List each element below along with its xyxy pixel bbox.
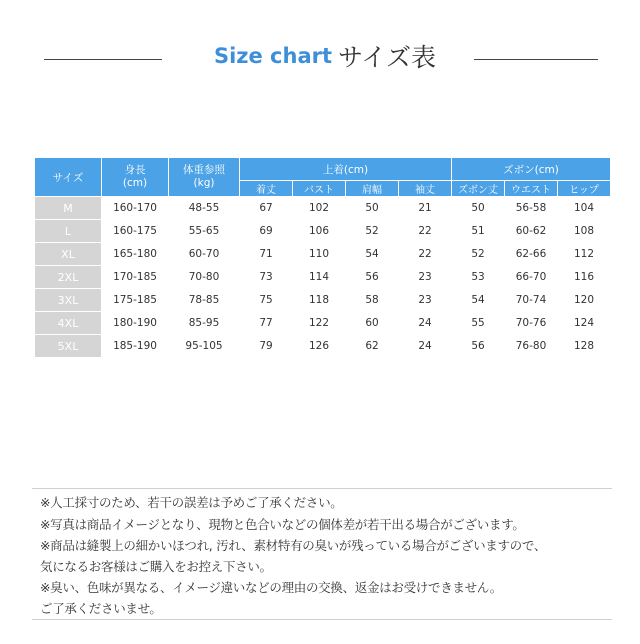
note-line: ※写真は商品イメージとなり、現物と色合いなどの個体差が若干出る場合がございます。	[40, 517, 525, 532]
cell-bust: 106	[293, 220, 345, 242]
cell-weight: 95-105	[169, 335, 239, 357]
cell-pants-length: 54	[452, 289, 504, 311]
header-height	[102, 158, 168, 196]
cell-hip: 104	[558, 197, 610, 219]
cell-top-length: 73	[240, 266, 292, 288]
cell-bust: 114	[293, 266, 345, 288]
cell-hip: 108	[558, 220, 610, 242]
cell-sleeve: 24	[399, 335, 451, 357]
cell-height: 185-190	[102, 335, 168, 357]
page-title	[190, 38, 460, 74]
cell-shoulder: 62	[346, 335, 398, 357]
header-hip: ヒップ	[558, 181, 610, 196]
cell-bust: 126	[293, 335, 345, 357]
size-table	[34, 157, 611, 358]
header-size: サイズ	[35, 158, 101, 196]
cell-bust: 110	[293, 243, 345, 265]
cell-height: 170-185	[102, 266, 168, 288]
cell-pants-length: 55	[452, 312, 504, 334]
table-row	[35, 312, 610, 334]
cell-height: 165-180	[102, 243, 168, 265]
cell-bust: 118	[293, 289, 345, 311]
cell-size: 3XL	[35, 289, 101, 311]
cell-top-length: 77	[240, 312, 292, 334]
title-row	[0, 38, 640, 78]
header-row-group	[35, 158, 610, 180]
title-divider-left	[44, 59, 162, 60]
note-line: ご了承くださいませ。	[40, 601, 162, 616]
cell-shoulder: 52	[346, 220, 398, 242]
cell-size: 5XL	[35, 335, 101, 357]
header-top-length: 着丈	[240, 181, 292, 196]
cell-sleeve: 24	[399, 312, 451, 334]
cell-height: 175-185	[102, 289, 168, 311]
header-waist: ウエスト	[505, 181, 557, 196]
cell-height: 160-175	[102, 220, 168, 242]
cell-top-length: 79	[240, 335, 292, 357]
note-line: 気になるお客様はご購入をお控え下さい。	[40, 559, 272, 574]
cell-waist: 70-76	[505, 312, 557, 334]
cell-waist: 70-74	[505, 289, 557, 311]
cell-sleeve: 23	[399, 289, 451, 311]
cell-bust: 102	[293, 197, 345, 219]
cell-weight: 70-80	[169, 266, 239, 288]
cell-height: 180-190	[102, 312, 168, 334]
table-row	[35, 220, 610, 242]
cell-top-length: 75	[240, 289, 292, 311]
header-bust: バスト	[293, 181, 345, 196]
cell-weight: 48-55	[169, 197, 239, 219]
title-english: Size chart	[213, 44, 333, 68]
cell-pants-length: 53	[452, 266, 504, 288]
cell-pants-length: 52	[452, 243, 504, 265]
cell-top-length: 69	[240, 220, 292, 242]
header-pants-length: ズボン丈	[452, 181, 504, 196]
cell-sleeve: 22	[399, 220, 451, 242]
table-body	[35, 197, 610, 357]
note-line: ※人工採寸のため、若干の誤差は予めご了承ください。	[40, 495, 343, 510]
cell-shoulder: 56	[346, 266, 398, 288]
cell-waist: 66-70	[505, 266, 557, 288]
cell-waist: 56-58	[505, 197, 557, 219]
cell-shoulder: 60	[346, 312, 398, 334]
cell-size: 2XL	[35, 266, 101, 288]
note-line: ※商品は縫製上の細かいほつれ, 汚れ、素材特有の臭いが残っている場合がございますので、	[40, 538, 547, 553]
cell-height: 160-170	[102, 197, 168, 219]
notes-box	[32, 488, 612, 620]
cell-weight: 60-70	[169, 243, 239, 265]
title-divider-right	[474, 59, 598, 60]
cell-sleeve: 21	[399, 197, 451, 219]
cell-weight: 85-95	[169, 312, 239, 334]
cell-waist: 76-80	[505, 335, 557, 357]
cell-pants-length: 56	[452, 335, 504, 357]
header-pants-group: ズボン(cm)	[452, 158, 610, 180]
cell-hip: 112	[558, 243, 610, 265]
cell-sleeve: 23	[399, 266, 451, 288]
cell-hip: 124	[558, 312, 610, 334]
header-weight-unit: (kg)	[193, 177, 215, 189]
cell-shoulder: 58	[346, 289, 398, 311]
header-shoulder: 肩幅	[346, 181, 398, 196]
cell-weight: 55-65	[169, 220, 239, 242]
table-row	[35, 243, 610, 265]
cell-shoulder: 50	[346, 197, 398, 219]
cell-waist: 62-66	[505, 243, 557, 265]
cell-top-length: 67	[240, 197, 292, 219]
cell-sleeve: 22	[399, 243, 451, 265]
header-weight-label: 体重参照	[183, 164, 225, 176]
cell-hip: 116	[558, 266, 610, 288]
cell-size: XL	[35, 243, 101, 265]
header-weight	[169, 158, 239, 196]
cell-pants-length: 51	[452, 220, 504, 242]
cell-size: L	[35, 220, 101, 242]
cell-size: 4XL	[35, 312, 101, 334]
header-height-unit: (cm)	[122, 177, 148, 189]
cell-hip: 128	[558, 335, 610, 357]
header-top-group: 上着(cm)	[240, 158, 451, 180]
cell-waist: 60-62	[505, 220, 557, 242]
cell-weight: 78-85	[169, 289, 239, 311]
table-row	[35, 266, 610, 288]
title-japanese: サイズ表	[338, 43, 437, 72]
cell-hip: 120	[558, 289, 610, 311]
note-line: ※臭い、色味が異なる、イメージ違いなどの理由の交換、返金はお受けできません。	[40, 580, 502, 595]
cell-top-length: 71	[240, 243, 292, 265]
table-row	[35, 197, 610, 219]
cell-pants-length: 50	[452, 197, 504, 219]
header-sleeve: 袖丈	[399, 181, 451, 196]
header-height-label: 身長	[124, 164, 146, 176]
cell-bust: 122	[293, 312, 345, 334]
table-row	[35, 335, 610, 357]
cell-size: M	[35, 197, 101, 219]
table-row	[35, 289, 610, 311]
cell-shoulder: 54	[346, 243, 398, 265]
